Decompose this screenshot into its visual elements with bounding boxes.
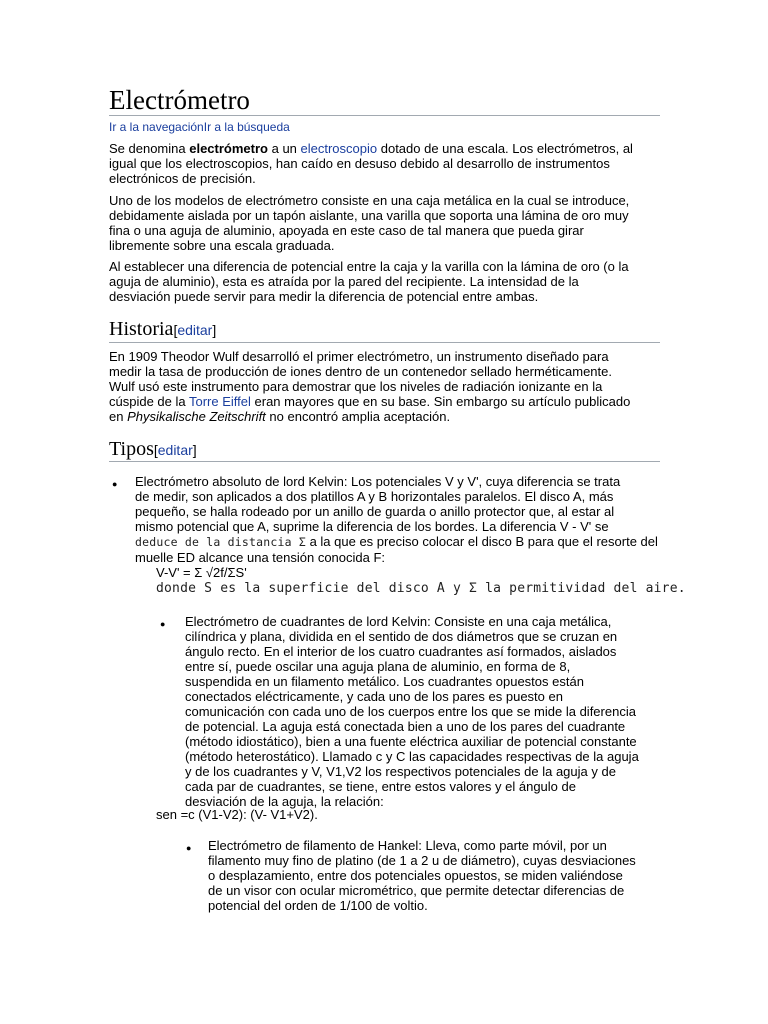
list-bullet: ● [112,479,118,489]
text-line: medir la tasa de producción de iones dentro de un contenedor sellado herméticamente. [109,364,612,379]
text-line: fina o una aguja de aluminio, apoyada en este caso de tal manera que pueda girar [109,223,584,238]
text-line: o desplazamiento, entre dos potenciales opuestos, se miden valiéndose [208,868,623,883]
goto-search-link[interactable]: Ir a la búsqueda [203,120,290,134]
text: a la que es preciso colocar el disco B para que el resorte del [305,534,658,549]
intro-paragraph-2 [109,193,669,253]
section-title: Historia [109,318,174,340]
text-line: Electrómetro de filamento de Hankel: Lleva, como parte móvil, por un [208,838,607,853]
text: Se denomina [109,141,190,156]
historia-paragraph [109,349,669,424]
skip-links [109,120,290,135]
text-line: (método heterostático). Llamado c y C las capacidades respectivas de la aguja [185,749,639,764]
text-line: mismo potencial que A, suprime la diferencia de los bordes. La diferencia V - V' se [135,519,609,534]
text-line: de un visor con ocular micrométrico, que permite detectar diferencias de [208,883,625,898]
text-line: Electrómetro de cuadrantes de lord Kelvin: Consiste en una caja metálica, [185,614,612,629]
edit-tipos-link[interactable]: editar [157,442,193,458]
text-line: desviación de la aguja, la relación: [185,794,384,809]
text: cúspide de la [109,394,189,409]
text-line: Wulf usó este instrumento para demostrar que los niveles de radiación ionizante en la [109,379,603,394]
list-bullet: ● [186,843,192,853]
relation [156,807,318,822]
text-line: libremente sobre una escala graduada. [109,238,335,253]
text: a un [267,141,301,156]
text-line: de medir, son aplicados a dos platillos A y B horizontales paralelos. El disco A, más [135,489,614,504]
text-line: Al establecer una diferencia de potencial entre la caja y la varilla con la lámina de oro (o la [109,259,629,274]
intro-paragraph-1 [109,141,669,186]
bold-term: electrómetro [189,141,268,156]
torre-eiffel-link[interactable]: Torre Eiffel [189,394,251,409]
list-item-kelvin-cuadrantes [185,614,685,809]
page-title: Electrómetro [109,85,250,115]
edit-historia-link[interactable]: editar [177,322,213,338]
relation-text: sen =c (V1-V2): (V- V1+V2). [156,807,318,822]
edit-section [154,442,197,458]
text-line: Uno de los modelos de electrómetro consiste en una caja metálica en la cual se introduce, [109,193,630,208]
text-line: cada par de cuadrantes, se tiene, entre estos valores y el ángulo de [185,779,576,794]
tipos-heading [109,437,197,462]
list-bullet: ● [160,619,166,629]
formula-where [156,581,686,596]
bracket: ] [212,322,217,338]
text: dotado de una escala. Los electrómetros, al [377,141,633,156]
title-divider [109,115,660,116]
formula-text: V-V' = Σ √2f/ΣS' [156,565,247,580]
text: en [109,409,128,424]
list-item-kelvin-absoluto [135,474,695,565]
text-line: aguja de aluminio), esta es atraída por la pared del recipiente. La intensidad de la [109,274,579,289]
electroscopio-link[interactable]: electroscopio [300,141,378,156]
text-line: Electrómetro absoluto de lord Kelvin: Los potenciales V y V', cuya diferencia se trata [135,474,621,489]
text-line: debidamente aislada por un tapón aislante, una varilla que soporta una lámina de oro muy [109,208,629,223]
text-line: electrónicos de precisión. [109,171,256,186]
section-title: Tipos [109,438,154,460]
bracket: [ [173,322,178,338]
text-line: conectados eléctricamente, y cada uno de los pares es puesto en [185,689,563,704]
text-line: potencial del orden de 1/100 de voltio. [208,898,428,913]
formula [156,565,247,580]
text-line: pequeño, se halla rodeado por un anillo de guarda o anillo protector que, al estar al [135,504,615,519]
text-line: muelle ED alcance una tensión conocida F: [135,550,386,565]
text-line: cilíndrica y plana, dividida en el sentido de dos diámetros que se cruzan en [185,629,618,644]
text-line: ángulo recto. En el interior de los cuatro cuadrantes así formados, aislados [185,644,617,659]
text-line: de potencial. La aguja está conectada bien a uno de los pares del cuadrante [185,719,626,734]
goto-navigation-link[interactable]: Ir a la navegación [109,120,204,134]
text-line: filamento muy fino de platino (de 1 a 2 u de diámetro), cuyas desviaciones [208,853,636,868]
intro-paragraph-3 [109,259,669,304]
text-line: igual que los electroscopios, han caído en desuso debido al desarrollo de instrumentos [109,156,610,171]
historia-divider [109,342,660,343]
tipos-divider [109,461,660,462]
mono-text: deduce de la distancia Σ [135,535,306,549]
bracket: [ [153,442,158,458]
edit-section [173,322,216,338]
text: no encontró amplia aceptación. [265,409,451,424]
text-line: y de los cuadrantes y V, V1,V2 los respectivos potenciales de la aguja y de [185,764,616,779]
journal-title: Physikalische Zeitschrift [127,409,266,424]
where-text: donde S es la superficie del disco A y Σ la permitividad del aire. [156,581,686,596]
text-line: En 1909 Theodor Wulf desarrolló el primer electrómetro, un instrumento diseñado para [109,349,609,364]
text-line: entre sí, puede oscilar una aguja plana de aluminio, en forma de 8, [185,659,571,674]
bracket: ] [192,442,197,458]
text-line: comunicación con cada uno de los cuerpos entre los que se mide la diferencia [185,704,636,719]
text-line: desviación puede servir para medir la diferencia de potencial entre ambas. [109,289,539,304]
list-item-hankel [208,838,678,913]
historia-heading [109,317,216,342]
text-line: (método idiostático), bien a una fuente eléctrica auxiliar de potencial constante [185,734,637,749]
text-line: suspendida en un filamento metálico. Los cuadrantes opuestos están [185,674,584,689]
text: eran mayores que en su base. Sin embargo su artículo publicado [250,394,631,409]
